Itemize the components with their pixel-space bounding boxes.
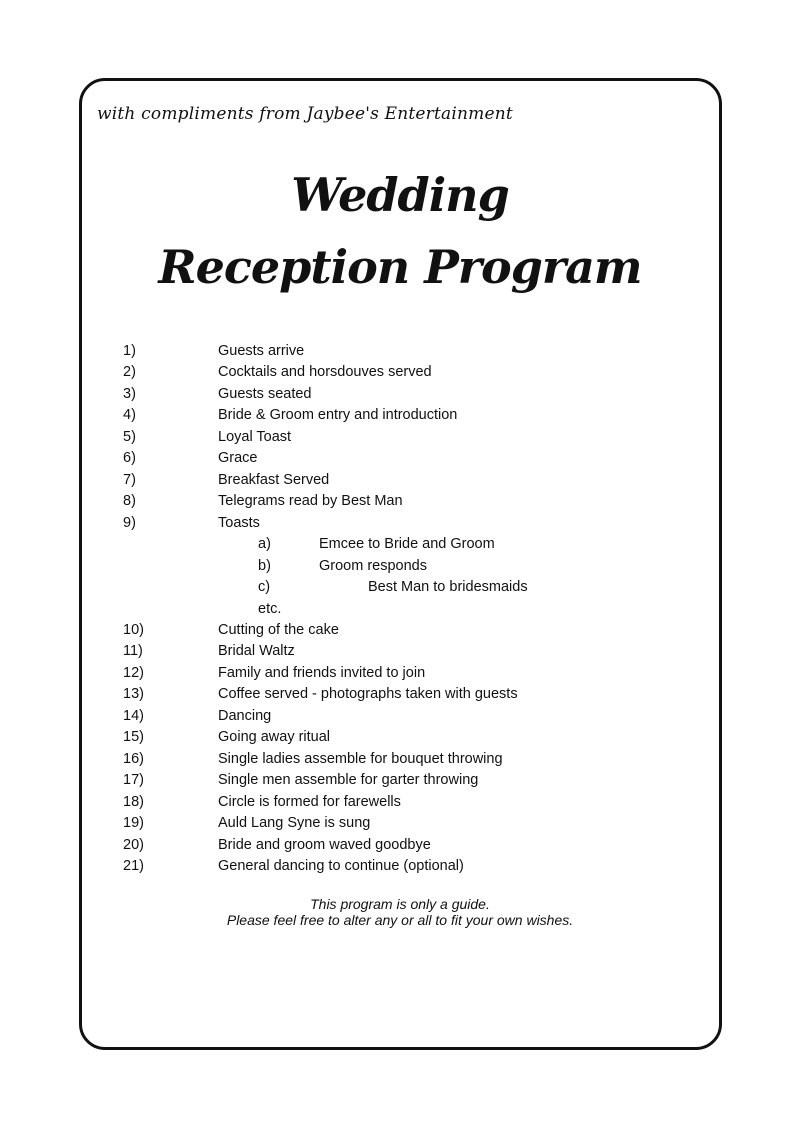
- program-subitem: [0, 577, 800, 598]
- item-text: Breakfast Served: [218, 471, 330, 488]
- item-number: 13): [123, 686, 144, 703]
- program-item: [0, 727, 800, 748]
- program-item: [0, 706, 800, 727]
- item-number: 18): [123, 793, 144, 810]
- item-text: Guests arrive: [218, 343, 305, 359]
- program-item: [0, 684, 800, 705]
- item-number: 8): [123, 493, 136, 510]
- program-item: [0, 427, 800, 448]
- footer-alter-note: Please feel free to alter any or all to fit your own wishes.: [226, 912, 574, 928]
- subitem-text: Groom responds: [319, 557, 427, 574]
- item-text: Going away ritual: [218, 729, 331, 746]
- item-text: Family and friends invited to join: [218, 664, 426, 681]
- item-number: 17): [123, 772, 144, 789]
- item-number: 11): [123, 643, 143, 660]
- title-wedding: Wedding: [291, 168, 509, 222]
- item-number: 15): [123, 729, 144, 746]
- item-text: Dancing: [218, 707, 272, 724]
- compliments-line: with compliments from Jaybee's Entertainment: [97, 104, 513, 124]
- program-item: [0, 813, 800, 834]
- subitem-letter: b): [258, 557, 271, 574]
- title-reception-program: Reception Program: [158, 240, 642, 294]
- subitem-text: Emcee to Bride and Groom: [319, 536, 495, 553]
- program-item: [0, 792, 800, 813]
- program-item: [0, 341, 800, 362]
- subitem-letter: etc.: [258, 600, 282, 617]
- item-number: 14): [123, 707, 144, 724]
- item-text: Single men assemble for garter throwing: [218, 772, 479, 789]
- item-number: 7): [123, 471, 136, 488]
- item-text: Loyal Toast: [218, 428, 292, 445]
- program-item: [0, 448, 800, 469]
- program-item: [0, 620, 800, 641]
- program-item: [0, 663, 800, 684]
- item-number: 6): [123, 450, 136, 467]
- item-text: Coffee served - photographs taken with guests: [218, 686, 518, 703]
- subitem-text: Best Man to bridesmaids: [368, 579, 528, 596]
- item-number: 1): [123, 343, 136, 359]
- program-item: [0, 856, 800, 877]
- program-subitem: [0, 599, 800, 620]
- item-number: 20): [123, 836, 144, 853]
- program-item: [0, 513, 800, 534]
- item-text: Bridal Waltz: [218, 643, 295, 660]
- item-number: 19): [123, 815, 144, 832]
- program-item: [0, 770, 800, 791]
- subitem-letter: a): [258, 536, 271, 553]
- program-subitem: [0, 534, 800, 555]
- item-text: Auld Lang Syne is sung: [218, 815, 371, 832]
- item-text: General dancing to continue (optional): [218, 858, 464, 875]
- item-number: 5): [123, 428, 136, 445]
- item-text: Grace: [218, 450, 258, 467]
- program-item: [0, 405, 800, 426]
- program-item: [0, 491, 800, 512]
- program-item: [0, 384, 800, 405]
- item-text: Bride & Groom entry and introduction: [218, 407, 458, 424]
- program-item: [0, 470, 800, 491]
- item-text: Single ladies assemble for bouquet throwing: [218, 750, 503, 767]
- item-text: Toasts: [218, 514, 260, 531]
- item-text: Circle is formed for farewells: [218, 793, 401, 810]
- item-number: 3): [123, 385, 136, 402]
- item-text: Cocktails and horsdouves served: [218, 364, 432, 381]
- item-text: Guests seated: [218, 385, 312, 402]
- item-number: 9): [123, 514, 136, 531]
- program-item: [0, 835, 800, 856]
- subitem-letter: c): [258, 579, 271, 596]
- program-item: [0, 641, 800, 662]
- item-text: Telegrams read by Best Man: [218, 493, 403, 510]
- program-item: [0, 362, 800, 383]
- program-subitem: [0, 556, 800, 577]
- item-number: 16): [123, 750, 144, 767]
- item-number: 2): [123, 364, 136, 381]
- item-number: 10): [123, 621, 144, 638]
- item-number: 21): [123, 858, 144, 875]
- item-text: Cutting of the cake: [218, 621, 339, 638]
- item-number: 4): [123, 407, 136, 424]
- footer-guide-note: This program is only a guide.: [310, 896, 490, 912]
- item-number: 12): [123, 664, 144, 681]
- item-text: Bride and groom waved goodbye: [218, 836, 431, 853]
- program-item: [0, 749, 800, 770]
